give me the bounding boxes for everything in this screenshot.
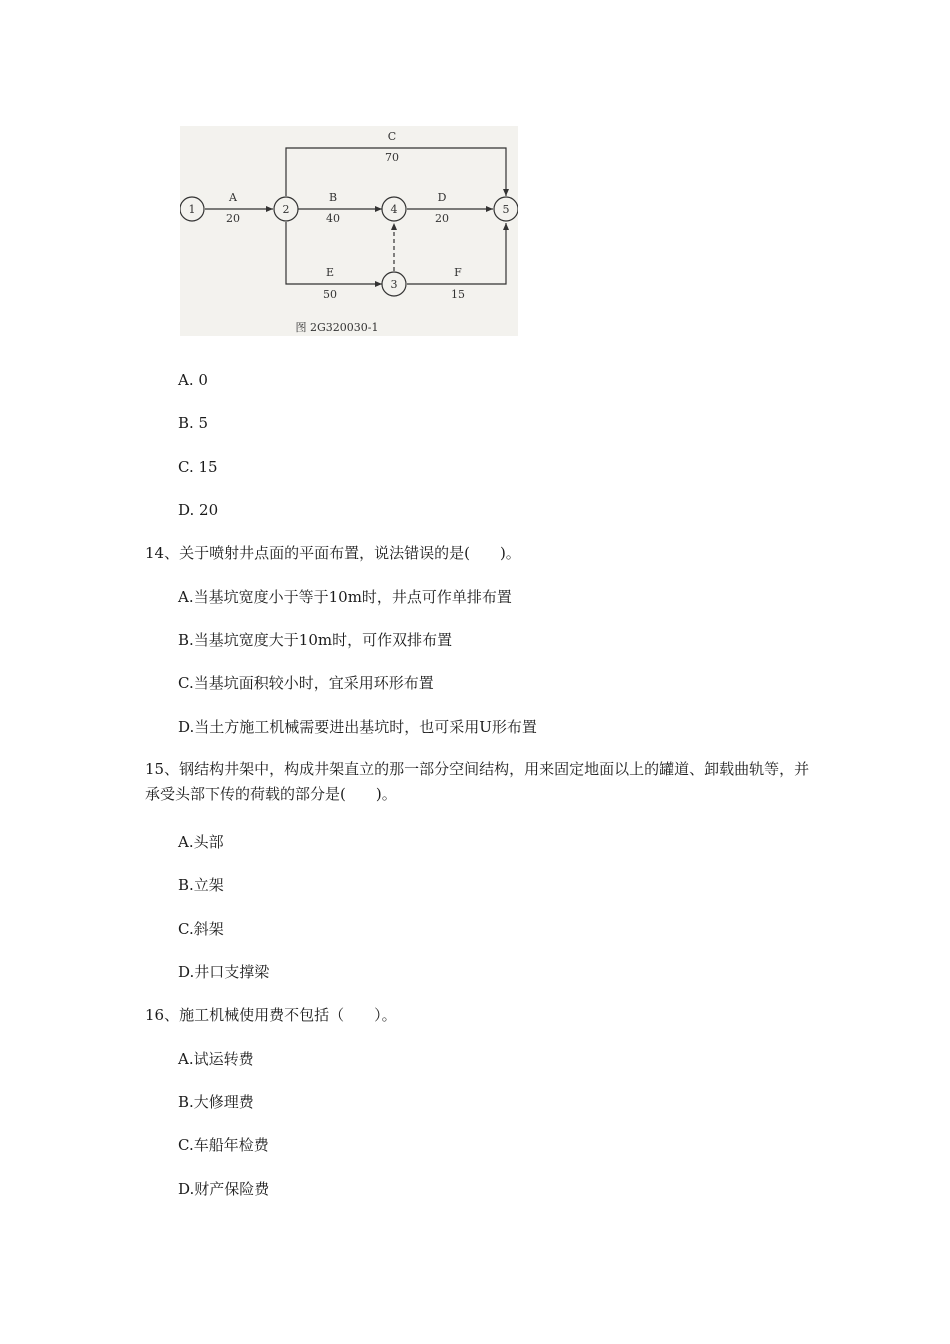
q16-option-a: A.试运转费 bbox=[178, 1050, 254, 1068]
q16-option-c: C.车船年检费 bbox=[178, 1136, 269, 1154]
q16-stem: 16、施工机械使用费不包括（ ）。 bbox=[145, 1006, 397, 1024]
q14-option-d: D.当土方施工机械需要进出基坑时，也可采用U形布置 bbox=[178, 718, 537, 736]
activity-f-name: F bbox=[454, 266, 462, 279]
q14-option-b: B.当基坑宽度大于10m时，可作双排布置 bbox=[178, 631, 453, 649]
activity-a-name: A bbox=[229, 191, 237, 204]
q14-option-a: A.当基坑宽度小于等于10m时，井点可作单排布置 bbox=[178, 588, 512, 606]
activity-e-name: E bbox=[325, 266, 335, 279]
figure-caption: 图 2G320030-1 bbox=[295, 321, 379, 334]
node-1-label: 1 bbox=[188, 203, 196, 216]
q13-option-c: C. 15 bbox=[178, 458, 218, 476]
q15-stem: 15、钢结构井架中，构成井架直立的那一部分空间结构，用来固定地面以上的罐道、卸载曲轨等，并承受头部下传的荷载的部分是( )。 bbox=[145, 760, 810, 803]
activity-d-duration: 20 bbox=[435, 212, 449, 225]
q15-option-b: B.立架 bbox=[178, 876, 224, 894]
q13-option-b: B. 5 bbox=[178, 414, 209, 432]
q13-option-d: D. 20 bbox=[178, 501, 219, 519]
q15-option-a: A.头部 bbox=[178, 833, 224, 851]
activity-c-duration: 70 bbox=[385, 151, 399, 164]
activity-c-name: C bbox=[387, 130, 397, 143]
activity-b-name: B bbox=[328, 191, 338, 204]
activity-a-duration: 20 bbox=[226, 212, 240, 225]
node-4-label: 4 bbox=[390, 203, 398, 216]
q15-option-c: C.斜架 bbox=[178, 920, 224, 938]
q15-option-d: D.井口支撑梁 bbox=[178, 963, 270, 981]
network-diagram-figure bbox=[180, 126, 518, 336]
q14-stem: 14、关于喷射井点面的平面布置，说法错误的是( )。 bbox=[145, 544, 521, 562]
q16-option-b: B.大修理费 bbox=[178, 1093, 254, 1111]
q16-option-d: D.财产保险费 bbox=[178, 1180, 270, 1198]
activity-b-duration: 40 bbox=[326, 212, 340, 225]
q13-option-a: A. 0 bbox=[178, 371, 208, 389]
q14-option-c: C.当基坑面积较小时，宜采用环形布置 bbox=[178, 674, 434, 692]
activity-f-duration: 15 bbox=[451, 288, 465, 301]
node-5-label: 5 bbox=[502, 203, 510, 216]
node-2-label: 2 bbox=[282, 203, 290, 216]
network-diagram bbox=[180, 126, 518, 336]
activity-e-duration: 50 bbox=[323, 288, 337, 301]
activity-d-name: D bbox=[437, 191, 447, 204]
node-3-label: 3 bbox=[390, 278, 398, 291]
